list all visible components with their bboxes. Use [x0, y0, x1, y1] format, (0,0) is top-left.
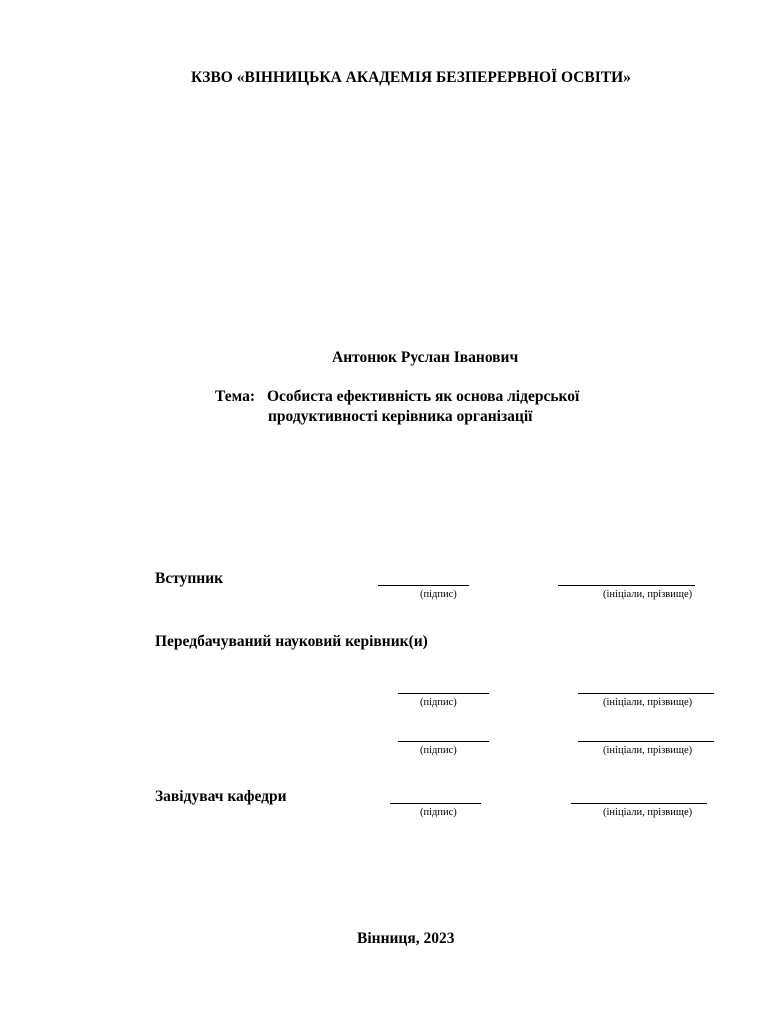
topic-label: Тема:: [215, 388, 255, 405]
supervisor-1-signature-line: [398, 693, 489, 694]
supervisor-2-signature-caption: (підпис): [420, 745, 457, 756]
applicant-label: Вступник: [155, 570, 224, 587]
author-name: Антонюк Руслан Іванович: [332, 349, 519, 366]
city-year: Вінниця, 2023: [357, 930, 455, 947]
topic-line-2: продуктивності керівника організації: [268, 408, 533, 425]
topic-line-1: Особиста ефективність як основа лідерської: [267, 388, 580, 405]
supervisor-2-signature-line: [398, 741, 489, 742]
applicant-name-line: [558, 585, 695, 586]
head-signature-caption: (підпис): [420, 807, 457, 818]
supervisor-1-signature-caption: (підпис): [420, 697, 457, 708]
applicant-signature-caption: (підпис): [420, 589, 457, 600]
applicant-name-caption: (ініціали, прізвище): [603, 589, 693, 600]
supervisor-1-name-line: [578, 693, 714, 694]
head-name-caption: (ініціали, прізвище): [603, 807, 693, 818]
applicant-signature-line: [378, 585, 469, 586]
head-name-line: [571, 803, 707, 804]
institution-title: КЗВО «ВІННИЦЬКА АКАДЕМІЯ БЕЗПЕРЕРВНОЇ ОСВІТИ»: [191, 69, 631, 86]
supervisor-2-name-caption: (ініціали, прізвище): [603, 745, 693, 756]
supervisor-1-name-caption: (ініціали, прізвище): [603, 697, 693, 708]
head-of-department-label: Завідувач кафедри: [155, 788, 287, 805]
supervisor-2-name-line: [578, 741, 714, 742]
head-signature-line: [390, 803, 481, 804]
supervisor-label: Передбачуваний науковий керівник(и): [155, 633, 428, 650]
